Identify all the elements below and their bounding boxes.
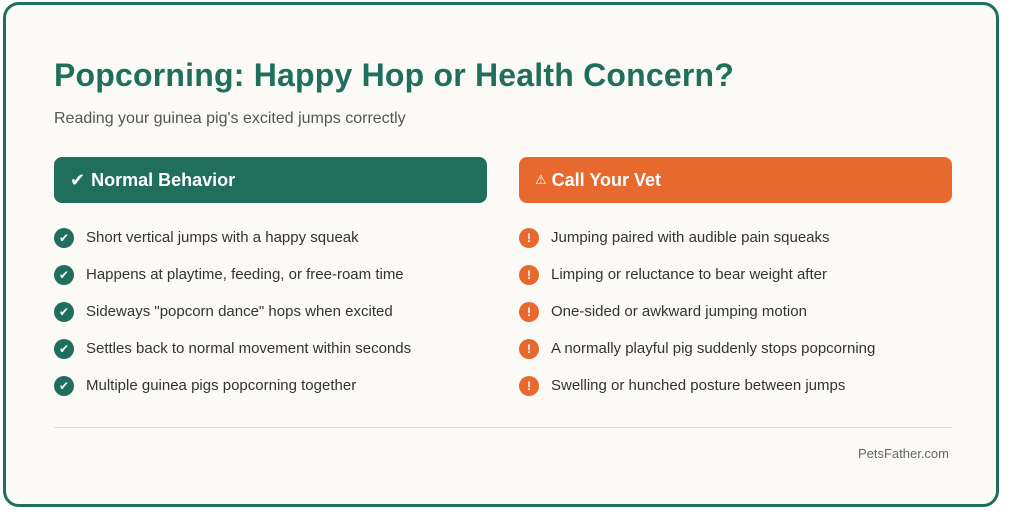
- check-circle-icon: ✔: [54, 339, 74, 359]
- list-item: [54, 256, 487, 293]
- exclamation-circle-icon: !: [519, 339, 539, 359]
- list-item: [519, 367, 952, 404]
- checkmark-icon: ✔: [70, 169, 86, 190]
- list-item-text: Sideways "popcorn dance" hops when excited: [86, 303, 393, 320]
- list-item: [54, 293, 487, 330]
- call-vet-column: [519, 157, 952, 404]
- list-item: [54, 330, 487, 367]
- list-item-text: Swelling or hunched posture between jumps: [551, 377, 846, 394]
- exclamation-circle-icon: !: [519, 228, 539, 248]
- normal-behavior-header: [54, 157, 487, 203]
- call-vet-header: [519, 157, 952, 203]
- list-item-text: Limping or reluctance to bear weight after: [551, 266, 827, 283]
- exclamation-circle-icon: !: [519, 302, 539, 322]
- list-item: [519, 293, 952, 330]
- list-item: [519, 219, 952, 256]
- exclamation-circle-icon: !: [519, 265, 539, 285]
- list-item: [519, 330, 952, 367]
- source-credit: PetsFather.com: [857, 446, 949, 461]
- list-item: [54, 219, 487, 256]
- list-item-text: Short vertical jumps with a happy squeak: [86, 229, 359, 246]
- list-item: [519, 256, 952, 293]
- check-circle-icon: ✔: [54, 265, 74, 285]
- call-vet-list: [519, 219, 952, 404]
- normal-behavior-column: [54, 157, 487, 404]
- list-item-text: One-sided or awkward jumping motion: [551, 303, 807, 320]
- list-item: [54, 367, 487, 404]
- normal-behavior-list: [54, 219, 487, 404]
- list-item-text: Multiple guinea pigs popcorning together: [86, 377, 357, 394]
- page-title: Popcorning: Happy Hop or Health Concern?: [54, 57, 735, 93]
- check-circle-icon: ✔: [54, 302, 74, 322]
- list-item-text: Jumping paired with audible pain squeaks: [551, 229, 830, 246]
- normal-behavior-heading: Normal Behavior: [91, 169, 236, 190]
- page-subtitle: Reading your guinea pig's excited jumps correctly: [54, 110, 406, 127]
- footer-divider: [54, 427, 952, 428]
- infographic-card: [3, 2, 999, 507]
- check-circle-icon: ✔: [54, 228, 74, 248]
- list-item-text: Settles back to normal movement within seconds: [86, 340, 412, 357]
- list-item-text: A normally playful pig suddenly stops popcorning: [551, 340, 876, 357]
- list-item-text: Happens at playtime, feeding, or free-roam time: [86, 266, 404, 283]
- call-vet-heading: Call Your Vet: [551, 169, 662, 190]
- exclamation-circle-icon: !: [519, 376, 539, 396]
- warning-icon: ⚠: [535, 172, 547, 187]
- check-circle-icon: ✔: [54, 376, 74, 396]
